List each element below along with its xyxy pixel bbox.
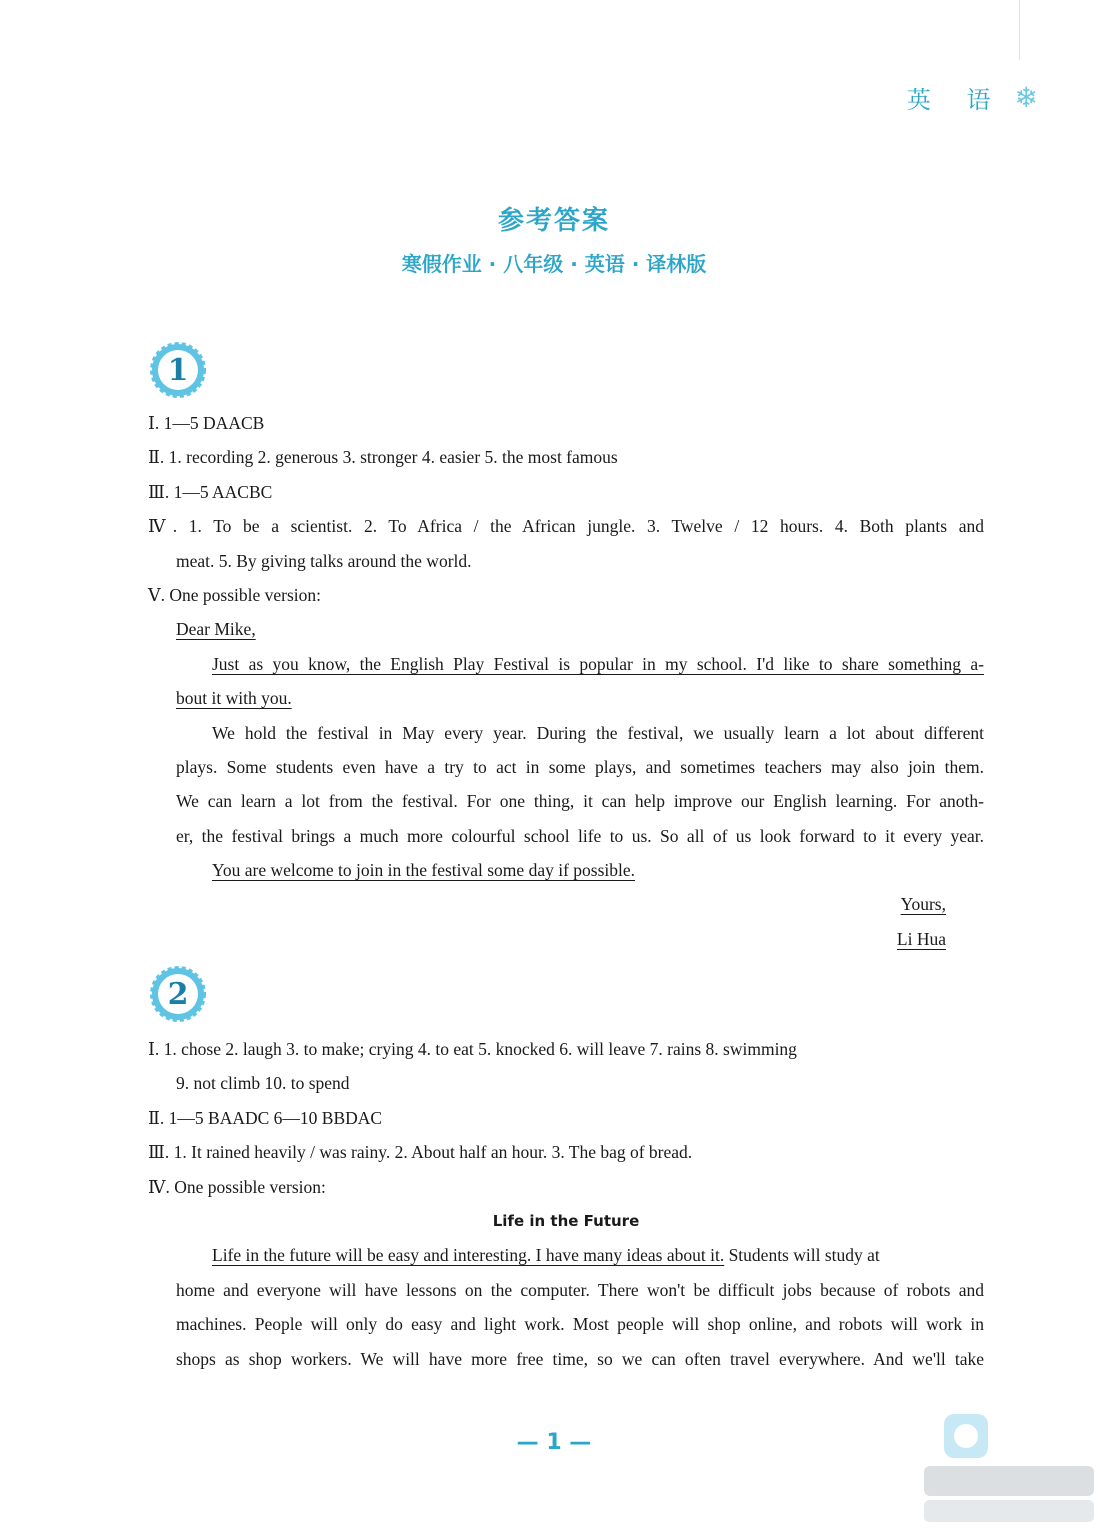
answer-line: Ⅰ. 1. chose 2. laugh 3. to make; crying 4. to eat 5. knocked 6. will leave 7. rains 8. swimming [148,1039,797,1059]
letter-line: er, the festival brings a much more colourful school life to us. So all of us look forward to it every year. [176,825,984,846]
letter-signature: Li Hua [896,928,946,949]
answer-line: Ⅳ. One possible version: [148,1176,326,1197]
letter-line: We can learn a lot from the festival. For one thing, it can help improve our English learning. For anoth- [176,791,984,812]
answer-line: Ⅱ. 1—5 BAADC 6—10 BBDAC [148,1107,383,1128]
page-number: — 1 — [516,1430,592,1455]
answer-line: Ⅰ. 1—5 DAACB [148,413,265,433]
letter-line: plays. Some students even have a try to act in some plays, and sometimes teachers may also join them. [176,756,984,777]
answer-line: meat. 5. By giving talks around the world. [176,550,472,571]
letter-line: We hold the festival in May every year. During the festival, we usually learn a lot about different [212,722,984,743]
unit-1-answers [148,406,984,956]
subject-label: 英 语 [906,86,1005,114]
watermark-logo [924,1406,1094,1526]
letter-greeting: Dear Mike, [176,619,256,640]
answer-line: Ⅴ. One possible version: [148,584,322,605]
answer-line: 9. not climb 10. to spend [176,1073,350,1094]
unit-2-answers [148,1032,984,1376]
answer-line: Ⅲ. 1. It rained heavily / was rainy. 2. About half an hour. 3. The bag of bread. [148,1142,693,1163]
answer-line: Ⅱ. 1. recording 2. generous 3. stronger 4. easier 5. the most famous [148,447,618,468]
essay-line: shops as shop workers. We will have more free time, so we can often travel everywhere. And we'll take [176,1348,984,1369]
letter-line: bout it with you. [176,688,292,709]
answer-line: Ⅳ. 1. To be a scientist. 2. To Africa / the African jungle. 3. Twelve / 12 hours. 4. Both plants and [148,516,984,537]
header-divider [1019,0,1020,60]
snowflake-icon: ❄ [1014,81,1038,114]
essay-line: Students will study at [724,1245,880,1266]
page-title: 参考答案 [497,206,610,236]
essay-line: home and everyone will have lessons on the computer. There won't be difficult jobs because of robots and [176,1279,984,1300]
page-subtitle: 寒假作业 · 八年级 · 英语 · 译林版 [401,252,707,276]
unit-badge-2 [150,966,206,1022]
essay-title: Life in the Future [492,1211,640,1230]
letter-line: You are welcome to join in the festival some day if possible. [212,860,636,881]
answer-line: Ⅲ. 1—5 AACBC [148,481,273,502]
essay-line: machines. People will only do easy and light work. Most people will shop online, and robots will work in [176,1314,984,1335]
essay-line-underlined: Life in the future will be easy and interesting. I have many ideas about it. [212,1245,725,1266]
letter-line: Just as you know, the English Play Festival is popular in my school. I'd like to share something a- [212,653,984,674]
unit-number: 2 [167,976,189,1012]
subject-header [907,80,1038,115]
unit-badge-1 [150,342,206,398]
letter-closing: Yours, [900,894,946,915]
unit-number: 1 [167,352,189,388]
